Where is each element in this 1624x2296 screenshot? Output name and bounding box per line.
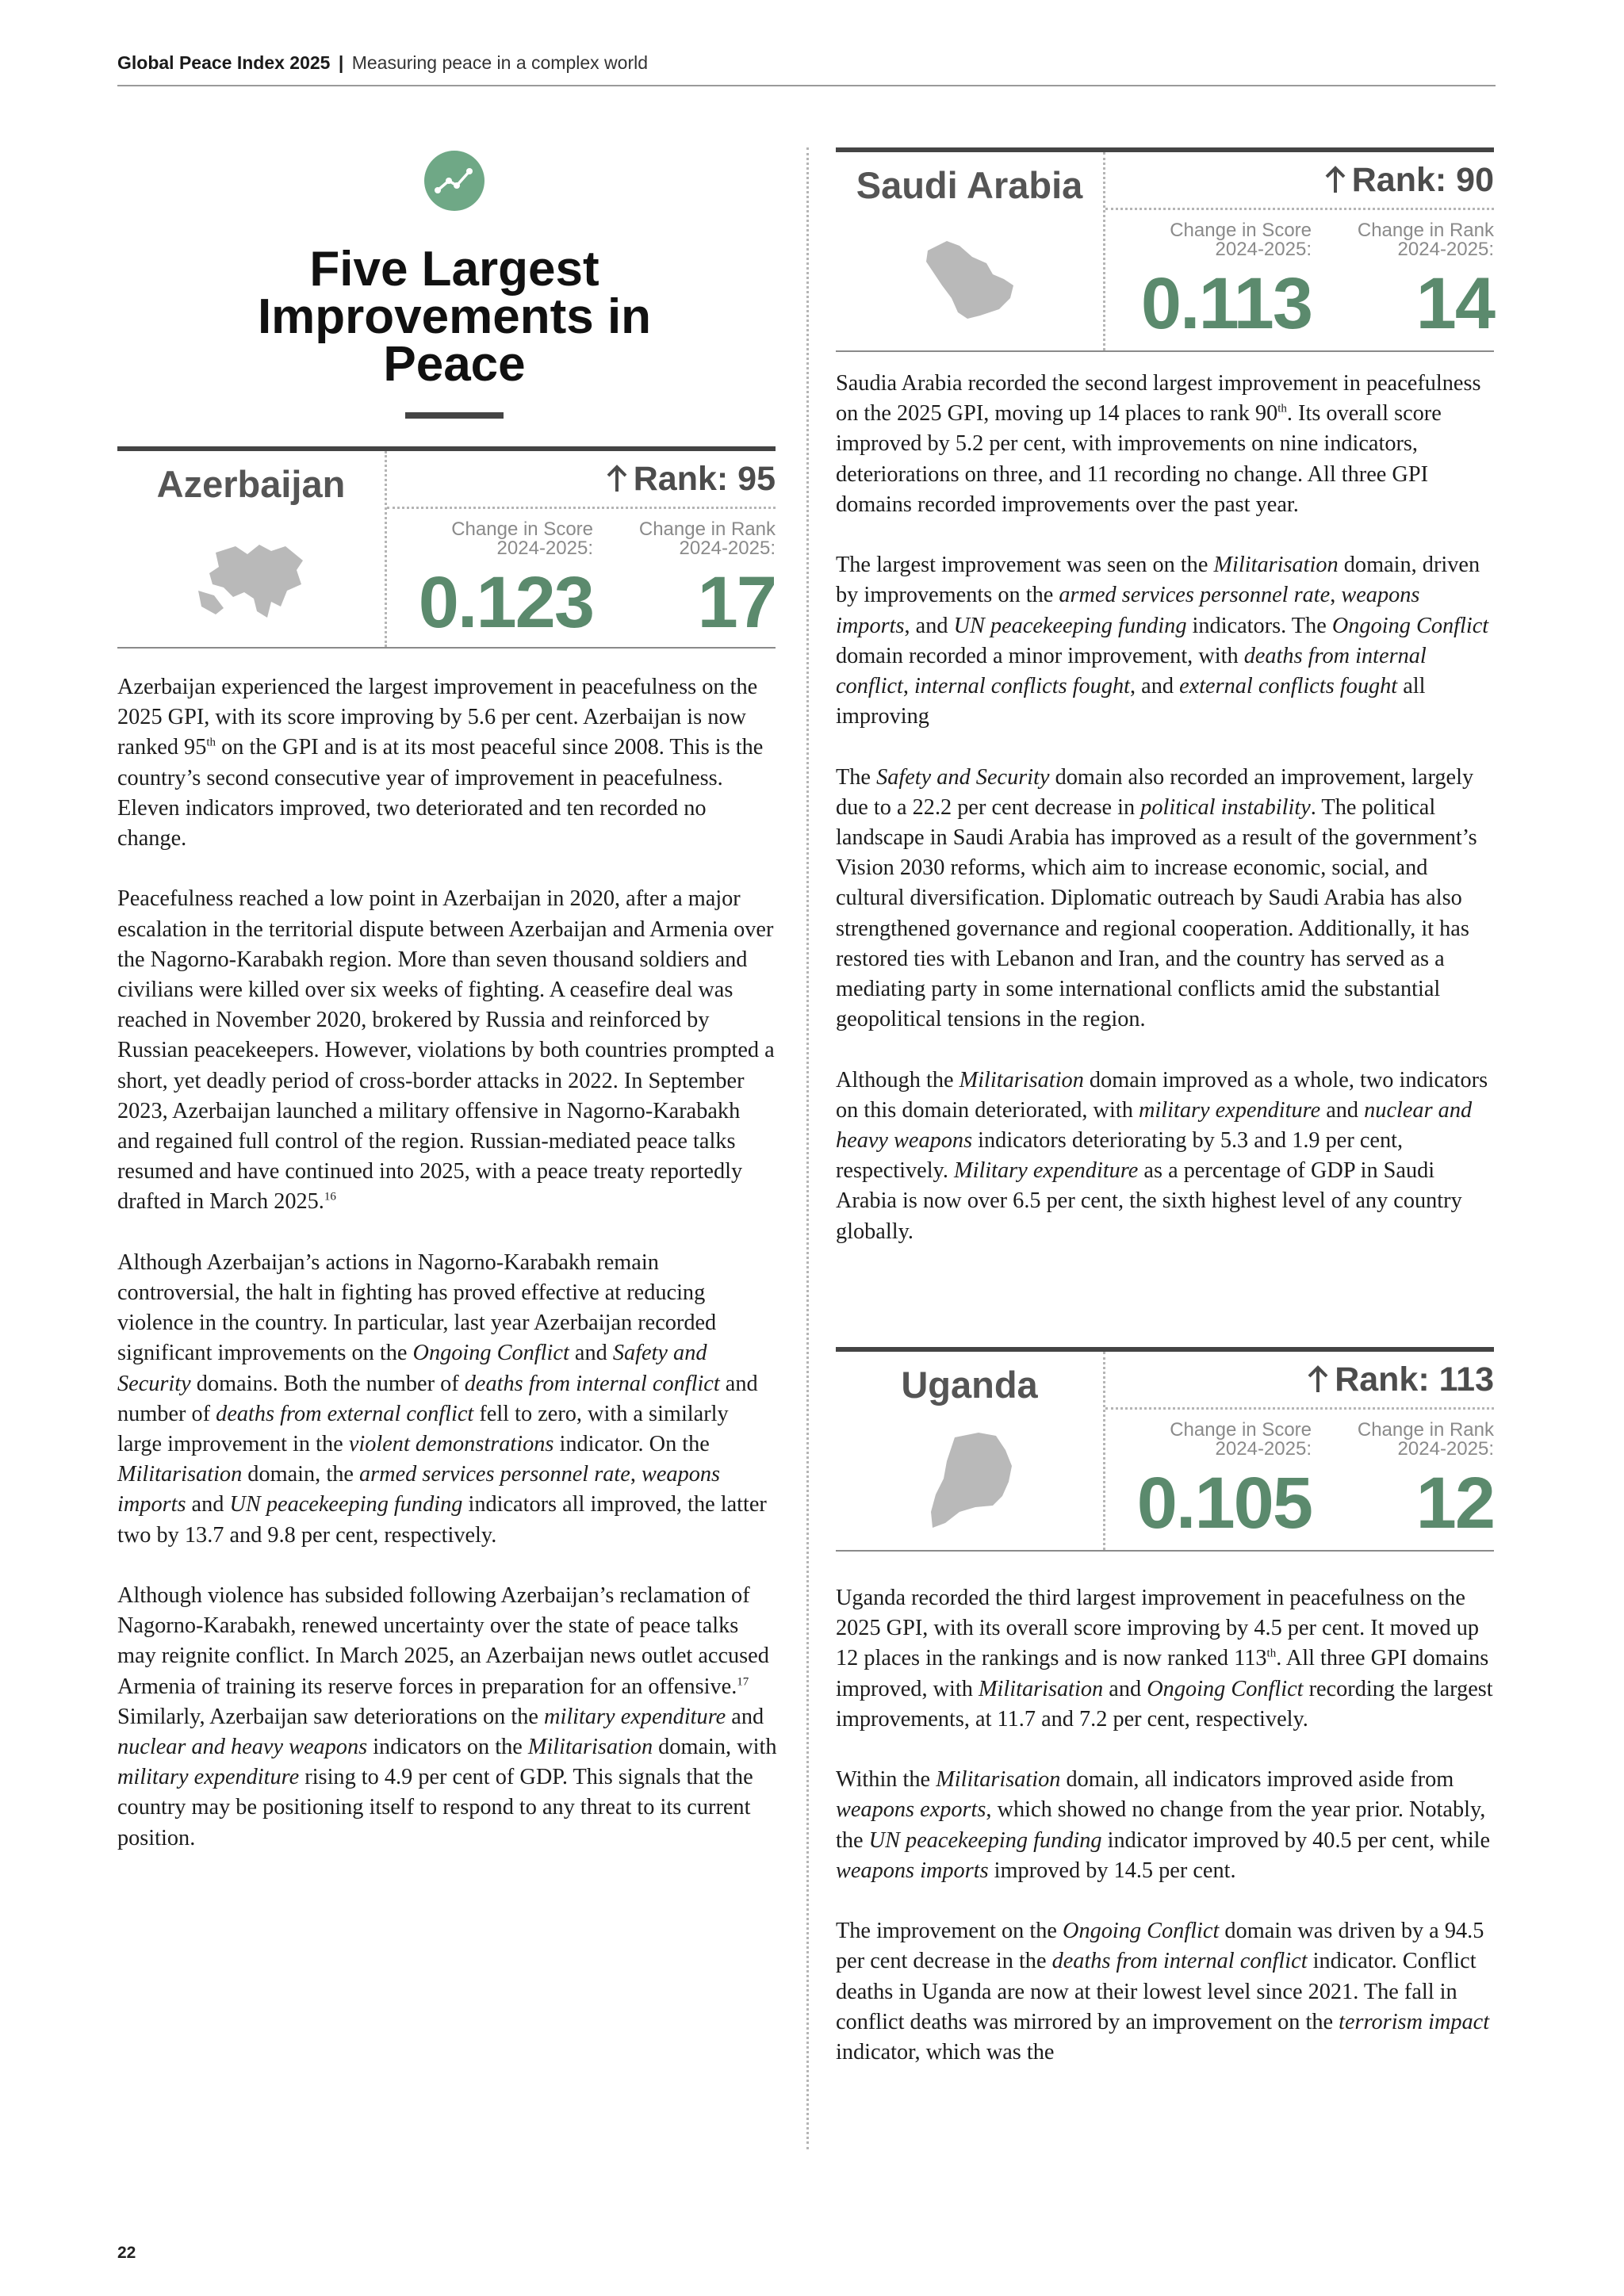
rank-change [593, 509, 776, 643]
title-underline [405, 412, 504, 419]
score-change-period: 2024-2025: [1215, 1438, 1312, 1460]
header-separator: | [338, 52, 344, 73]
country-identity [117, 451, 387, 647]
paragraph: Although the Militarisation domain improved as a whole, two indicators on this domain deteriorated, with military expenditure and nuclear and heavy weapons indicators deteriorating by 5.3 and 1.9 per cent, respectively. Military expenditure as a percentage of GDP in Saudi Arabia is now over 6.5 per cent, the sixth highest level of any country globally. [836, 1067, 1488, 1244]
paragraph: Peacefulness reached a low point in Azerbaijan in 2020, after a major escalation in the territorial dispute between Azerbaijan and Armenia over the Nagorno-Karabakh region. More than seven thousand soldiers and civilians were killed over six weeks of fighting. A ceasefire deal was reached in November 2020, brokered by Russia and reinforced by Russian peacekeepers. However, violations by both countries prompted a short, yet deadly period of cross-border attacks in 2022. In September 2023, Azerbaijan launched a military offensive in Nagorno-Karabakh and regained full control of the region. Russian-mediated peace talks resumed and have continued into 2025, with a peace treaty reportedly drafted in March 2025.16 [117, 886, 775, 1215]
score-change-period: 2024-2025: [496, 538, 593, 559]
arrow-up-icon [605, 465, 629, 493]
country-card-saudi-arabia [836, 147, 1494, 352]
saudi-arabia-map-icon [836, 230, 1103, 329]
change-stats [387, 509, 776, 643]
country-identity [836, 1352, 1105, 1550]
rank-change-label: Change in Rank [1357, 1419, 1494, 1441]
score-change-value: 0.113 [1140, 263, 1312, 344]
arrow-up-icon [1323, 166, 1347, 194]
arrow-up-icon [1306, 1365, 1330, 1394]
score-change-value: 0.105 [1136, 1463, 1312, 1544]
rank-change-period: 2024-2025: [679, 538, 776, 559]
rank-change [1312, 210, 1494, 344]
rank-row [1105, 1352, 1494, 1410]
rank-change-period: 2024-2025: [1397, 239, 1494, 260]
section-title: Five Largest Improvements in Peace [257, 242, 652, 392]
rank-change-value: 12 [1415, 1463, 1494, 1544]
page-header [117, 52, 1496, 86]
column-divider [806, 147, 809, 2149]
saudi-arabia-text [836, 369, 1496, 1277]
azerbaijan-text [117, 672, 777, 1884]
country-name: Saudi Arabia [856, 164, 1083, 206]
rank-row [1105, 152, 1494, 210]
score-change-label: Change in Score [1170, 220, 1312, 241]
paragraph: Saudia Arabia recorded the second largest improvement in peacefulness on the 2025 GPI, moving up 14 places to rank 90th. Its overall score improved by 5.2 per cent, with improvements on nine indicators, deteriorations on three, and 11 recording no change. All three GPI domains recorded improvements over the past year. [836, 371, 1481, 517]
rank-change-value: 14 [1415, 263, 1494, 344]
country-stats [1105, 152, 1494, 350]
rank-change-value: 17 [697, 562, 776, 643]
score-change-label: Change in Score [1170, 1419, 1312, 1441]
country-stats [387, 451, 776, 647]
paragraph: Uganda recorded the third largest improvement in peacefulness on the 2025 GPI, with its overall score improving by 4.5 per cent. It moved up 12 places in the rankings and is now ranked 113th. All three GPI domains improved, with Militarisation and Ongoing Conflict recording the largest improvements, at 11.7 and 7.2 per cent, respectively. [836, 1586, 1493, 1732]
country-identity [836, 152, 1105, 350]
paragraph: Within the Militarisation domain, all indicators improved aside from weapons exports, which showed no change from the year prior. Notably, the UN peacekeeping funding indicator improved by 40.5 per cent, while weapons imports improved by 14.5 per cent. [836, 1767, 1491, 1883]
score-change [1105, 1410, 1312, 1544]
country-name: Uganda [901, 1364, 1038, 1406]
rank-label: Rank: 95 [633, 459, 776, 498]
rank-label: Rank: 90 [1351, 160, 1494, 199]
rank-change-label: Change in Rank [638, 519, 776, 540]
report-title: Global Peace Index 2025 [117, 52, 331, 73]
change-stats [1105, 1410, 1494, 1544]
rank-change-period: 2024-2025: [1397, 1438, 1494, 1460]
country-card-uganda [836, 1347, 1494, 1552]
report-subtitle: Measuring peace in a complex world [351, 52, 649, 73]
score-change-period: 2024-2025: [1215, 239, 1312, 260]
rank-row [387, 451, 776, 509]
score-change-label: Change in Score [451, 519, 593, 540]
country-stats [1105, 1352, 1494, 1550]
section-title-block [117, 151, 791, 419]
score-change [387, 509, 593, 643]
paragraph: Although violence has subsided following Azerbaijan’s reclamation of Nagorno-Karabakh, renewed uncertainty over the state of peace talks may reignite conflict. In March 2025, an Azerbaijan news outlet accused Armenia of training its reserve forces in preparation for an offensive.$^{17}$ Similarly, Azerbaijan saw deteriorations on the military expenditure and nuclear and heavy weapons indicators on the Militarisation domain, with military expenditure rising to 4.9 per cent of GDP. This signals that the country may be positioning itself to respond to any threat to its current position. [117, 1583, 777, 1850]
country-name: Azerbaijan [156, 463, 346, 505]
rank-label: Rank: 113 [1335, 1360, 1494, 1399]
paragraph: Azerbaijan experienced the largest improvement in peacefulness on the 2025 GPI, with its score improving by 5.6 per cent. Azerbaijan is now ranked 95th on the GPI and is at its most peaceful since 2008. This is the country’s second consecutive year of improvement in peacefulness. Eleven indicators improved, two deteriorated and ten recorded no change. [117, 675, 764, 851]
page-number: 22 [117, 2244, 136, 2262]
score-change [1105, 210, 1312, 344]
azerbaijan-map-icon [117, 529, 385, 628]
paragraph: The largest improvement was seen on the Militarisation domain, driven by improvements on the armed services personnel rate, weapons imports, and UN peacekeeping funding indicators. The Ongoing Conflict domain recorded a minor improvement, with deaths from internal conflict, internal conflicts fought, and external conflicts fought all improving [836, 553, 1489, 729]
rank-change-label: Change in Rank [1357, 220, 1494, 241]
country-card-azerbaijan [117, 446, 776, 649]
trend-line-icon [424, 151, 485, 211]
paragraph: Although Azerbaijan’s actions in Nagorno-Karabakh remain controversial, the halt in fighting has proved effective at reducing violence in the country. In particular, last year Azerbaijan recorded significant improvements on the Ongoing Conflict and Safety and Security domains. Both the number of deaths from internal conflict and number of deaths from external conflict fell to zero, with a similarly large improvement in the violent demonstrations indicator. On the Militarisation domain, the armed services personnel rate, weapons imports and UN peacekeeping funding indicators all improved, the latter two by 13.7 and 9.8 per cent, respectively. [117, 1249, 767, 1548]
paragraph: The improvement on the Ongoing Conflict domain was driven by a 94.5 per cent decrease in the deaths from internal conflict indicator. Conflict deaths in Uganda are now at their lowest level since 2021. The fall in conflict deaths was mirrored by an improvement on the terrorism impact indicator, which was the [836, 1919, 1490, 2065]
change-stats [1105, 210, 1494, 344]
score-change-value: 0.123 [418, 562, 593, 643]
uganda-map-icon [836, 1429, 1103, 1536]
rank-change [1312, 1410, 1494, 1544]
paragraph: The Safety and Security domain also recorded an improvement, largely due to a 22.2 per cent decrease in political instability. The political landscape in Saudi Arabia has improved as a result of the government’s Vision 2030 reforms, which aim to increase economic, social, and cultural diversification. Diplomatic outreach by Saudi Arabia has also strengthened governance and regional cooperation. Additionally, it has restored ties with Lebanon and Iran, and the country has served as a mediating party in some international conflicts amid the substantial geopolitical tensions in the region. [836, 764, 1477, 1032]
uganda-text [836, 1583, 1496, 2098]
